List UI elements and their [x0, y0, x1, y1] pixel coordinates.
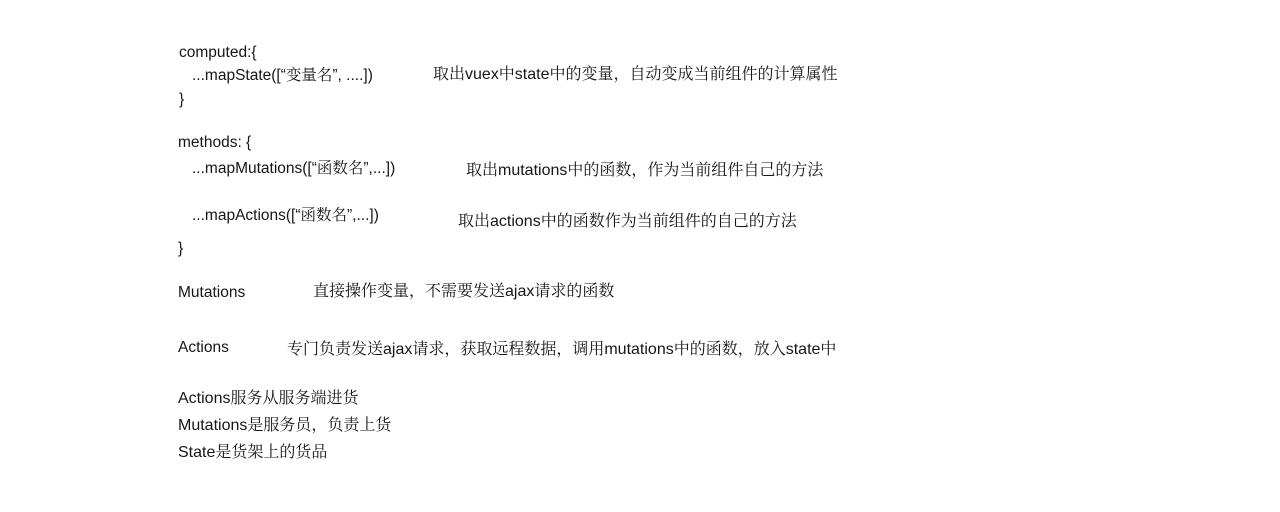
map-actions-code: ...mapActions([“函数名”,...]) [192, 207, 379, 224]
methods-block-close: } [178, 240, 184, 257]
analogy-state: State是货架上的货品 [178, 444, 328, 461]
map-mutations-annotation: 取出mutations中的函数，作为当前组件自己的方法 [466, 162, 824, 179]
actions-term: Actions [178, 339, 229, 356]
map-state-code: ...mapState([“变量名”, ....]) [192, 67, 373, 84]
computed-block-open: computed:{ [179, 44, 257, 61]
computed-block-close: } [179, 91, 185, 108]
methods-block-open: methods: { [178, 134, 252, 151]
map-state-annotation: 取出vuex中state中的变量，自动变成当前组件的计算属性 [433, 66, 838, 83]
actions-definition: 专门负责发送ajax请求，获取远程数据，调用mutations中的函数，放入state中 [287, 341, 837, 358]
map-actions-annotation: 取出actions中的函数作为当前组件的自己的方法 [458, 213, 797, 230]
analogy-mutations: Mutations是服务员，负责上货 [178, 417, 392, 434]
analogy-actions: Actions服务从服务端进货 [178, 390, 359, 407]
map-mutations-code: ...mapMutations([“函数名”,...]) [192, 160, 396, 177]
mutations-term: Mutations [178, 284, 246, 301]
mutations-definition: 直接操作变量，不需要发送ajax请求的函数 [313, 283, 615, 300]
